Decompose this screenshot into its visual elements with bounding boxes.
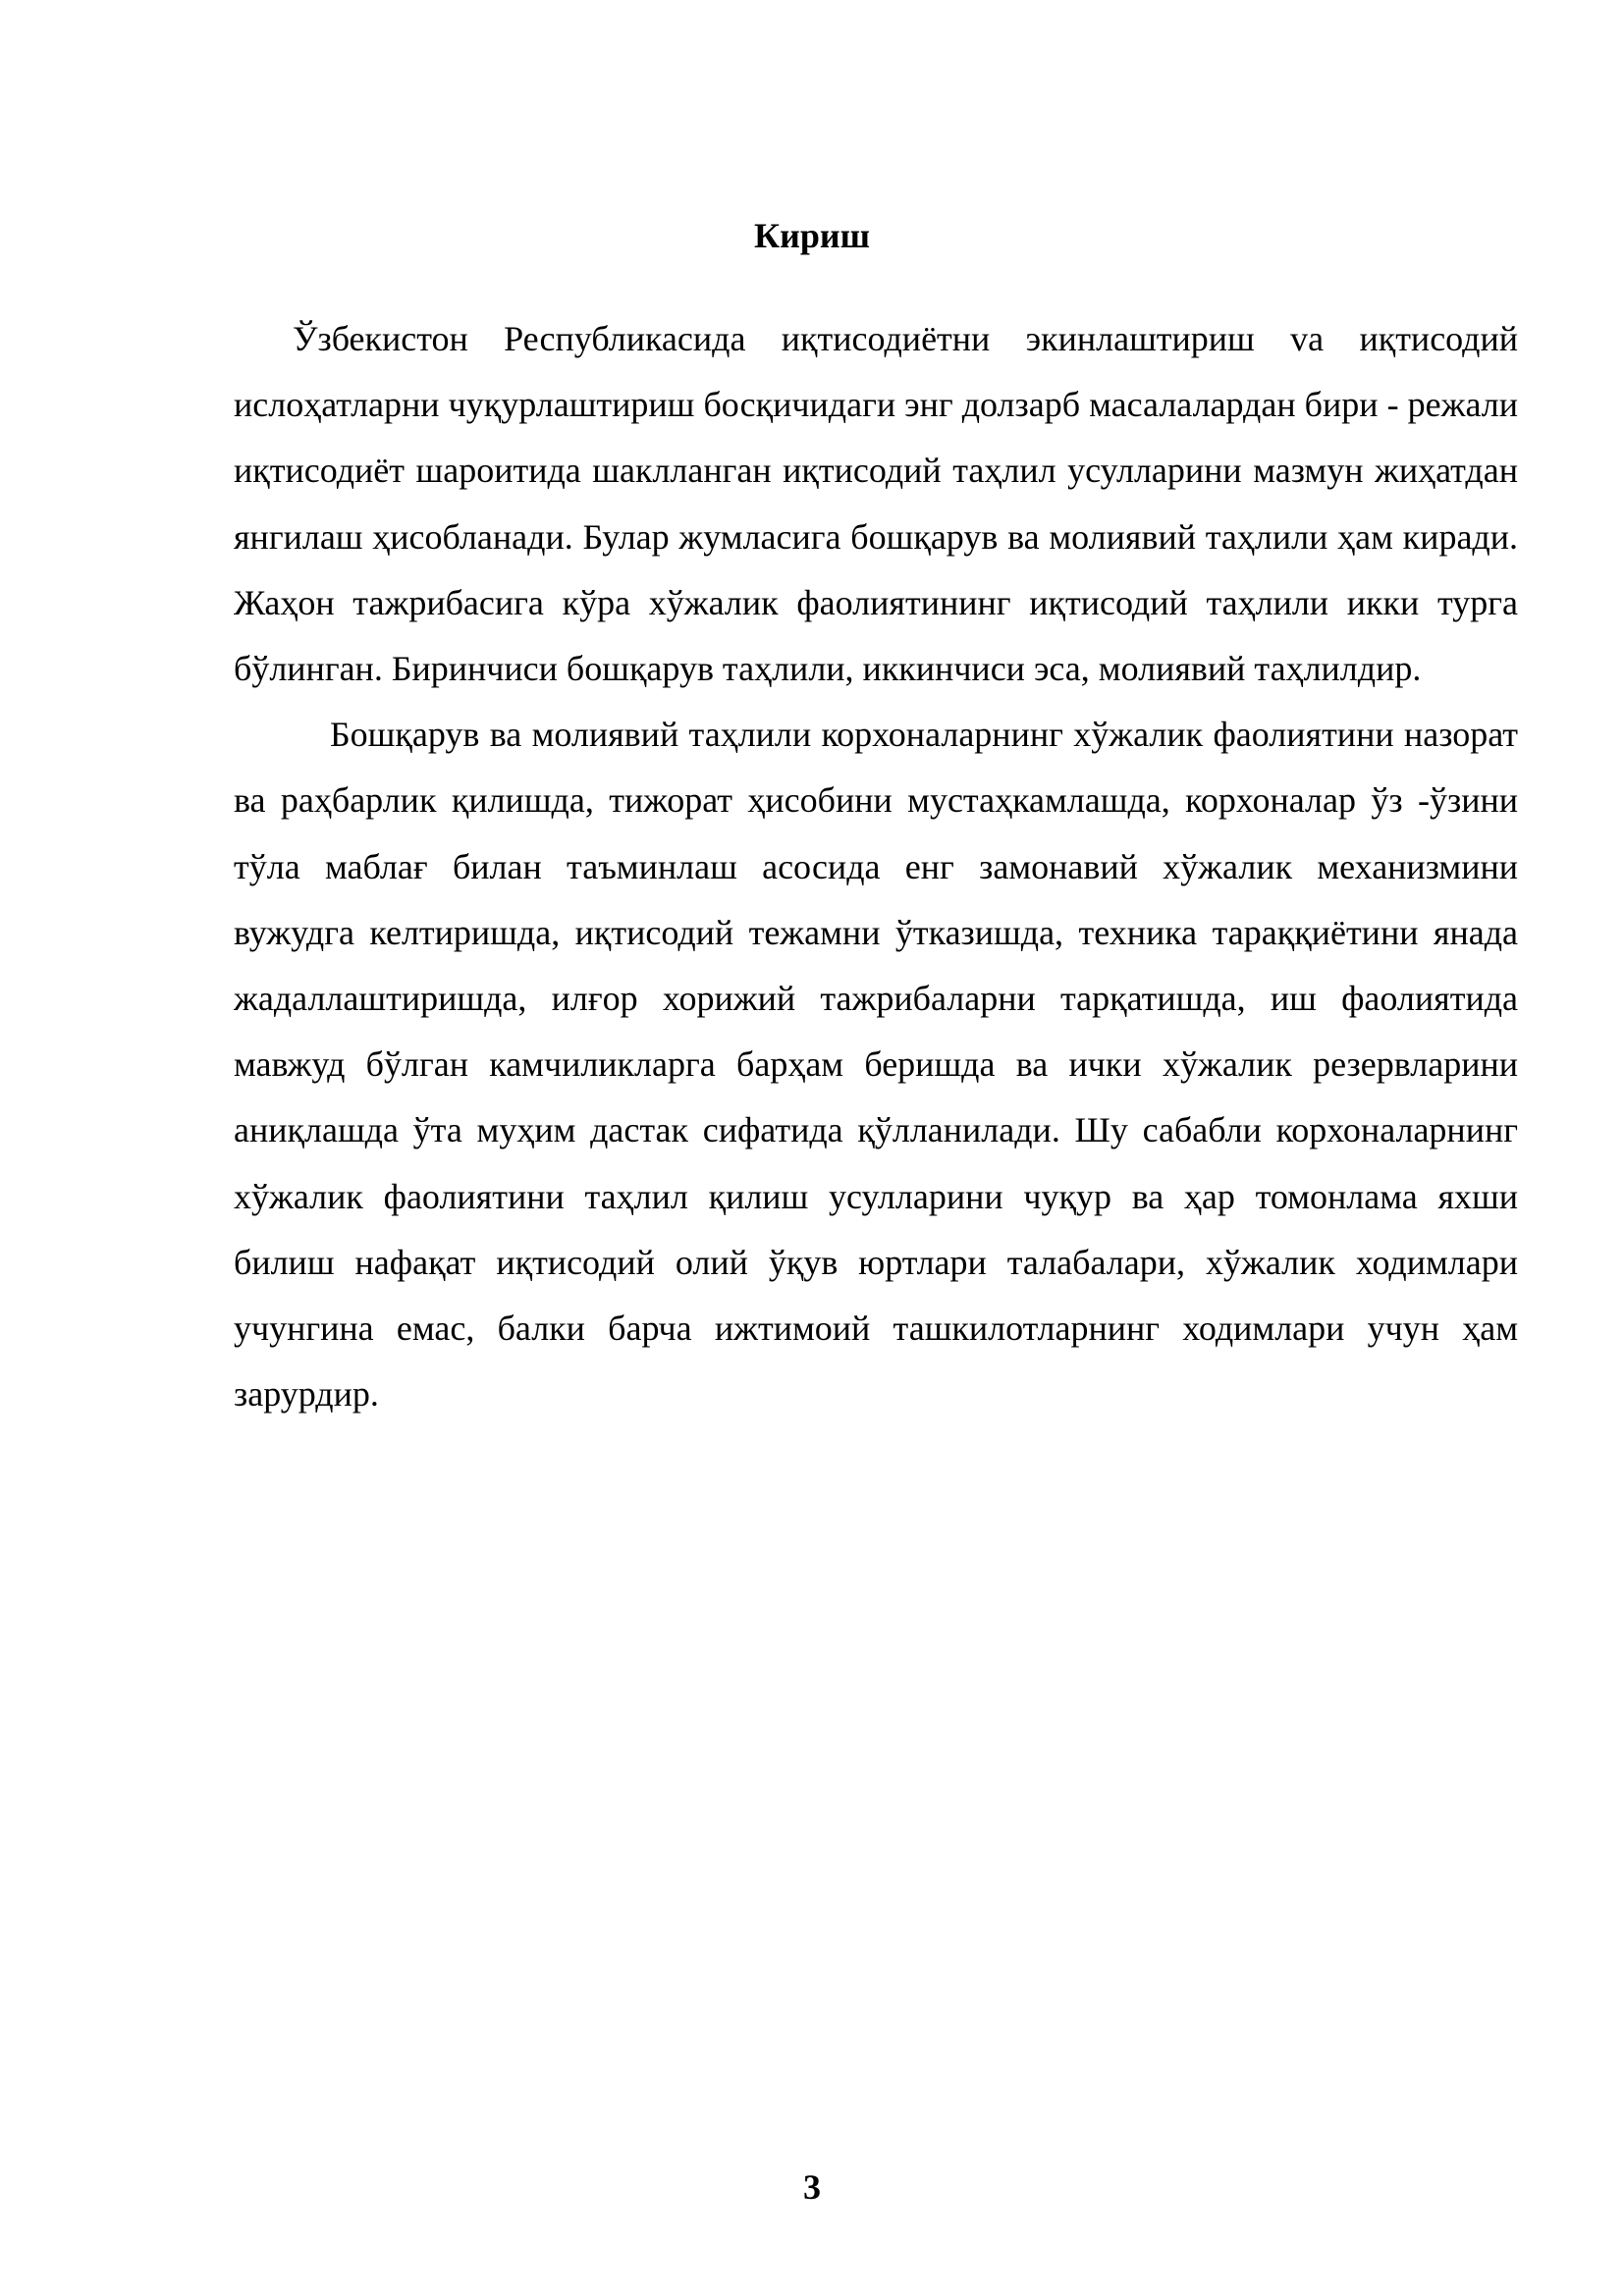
- paragraph-analysis: Бошқарув ва молиявий таҳлили корхоналарнинг хўжалик фаолиятини назорат ва раҳбарлик қилишда, тижорат ҳисобини мустаҳкамлашда, корхоналар ўз -ўзини тўла маблағ билан таъминлаш асосида енг замонавий хўжалик механизмини вужудга келтиришда, иқтисодий тежамни ўтказишда, техника тараққиётини янада жадаллаштиришда, илғор хорижий тажрибаларни тарқатишда, иш фаолиятида мавжуд бўлган камчиликларга барҳам беришда ва ички хўжалик резервларини аниқлашда ўта муҳим дастак сифатида қўлланилади. Шу сабабли корхоналарнинг хўжалик фаолиятини таҳлил қилиш усулларини чуқур ва ҳар томонлама яхши билиш нафақат иқтисодий олий ўқув юртлари талабалари, хўжалик ходимлари учунгина емас, балки барча ижтимоий ташкилотларнинг ходимлари учун ҳам зарурдир.: [234, 715, 1518, 1415]
- page-title: Кириш: [753, 216, 870, 255]
- page-number: 3: [803, 2167, 821, 2207]
- document-body: [234, 306, 1518, 1427]
- paragraph-intro: Ўзбекистон Республикасида иқтисодиётни экинлаштириш va иқтисодий ислоҳатларни чуқурлаштириш босқичидаги энг долзарб масалалардан бири - режали иқтисодиёт шароитида шаклланган иқтисодий таҳлил усулларини мазмун жиҳатдан янгилаш ҳисобланади. Булар жумласига бошқарув ва молиявий таҳлили ҳам киради. Жаҳон тажрибасига кўра хўжалик фаолиятининг иқтисодий таҳлили икки турга бўлинган. Биринчиси бошқарув таҳлили, иккинчиси эса, молиявий таҳлилдир.: [234, 319, 1518, 689]
